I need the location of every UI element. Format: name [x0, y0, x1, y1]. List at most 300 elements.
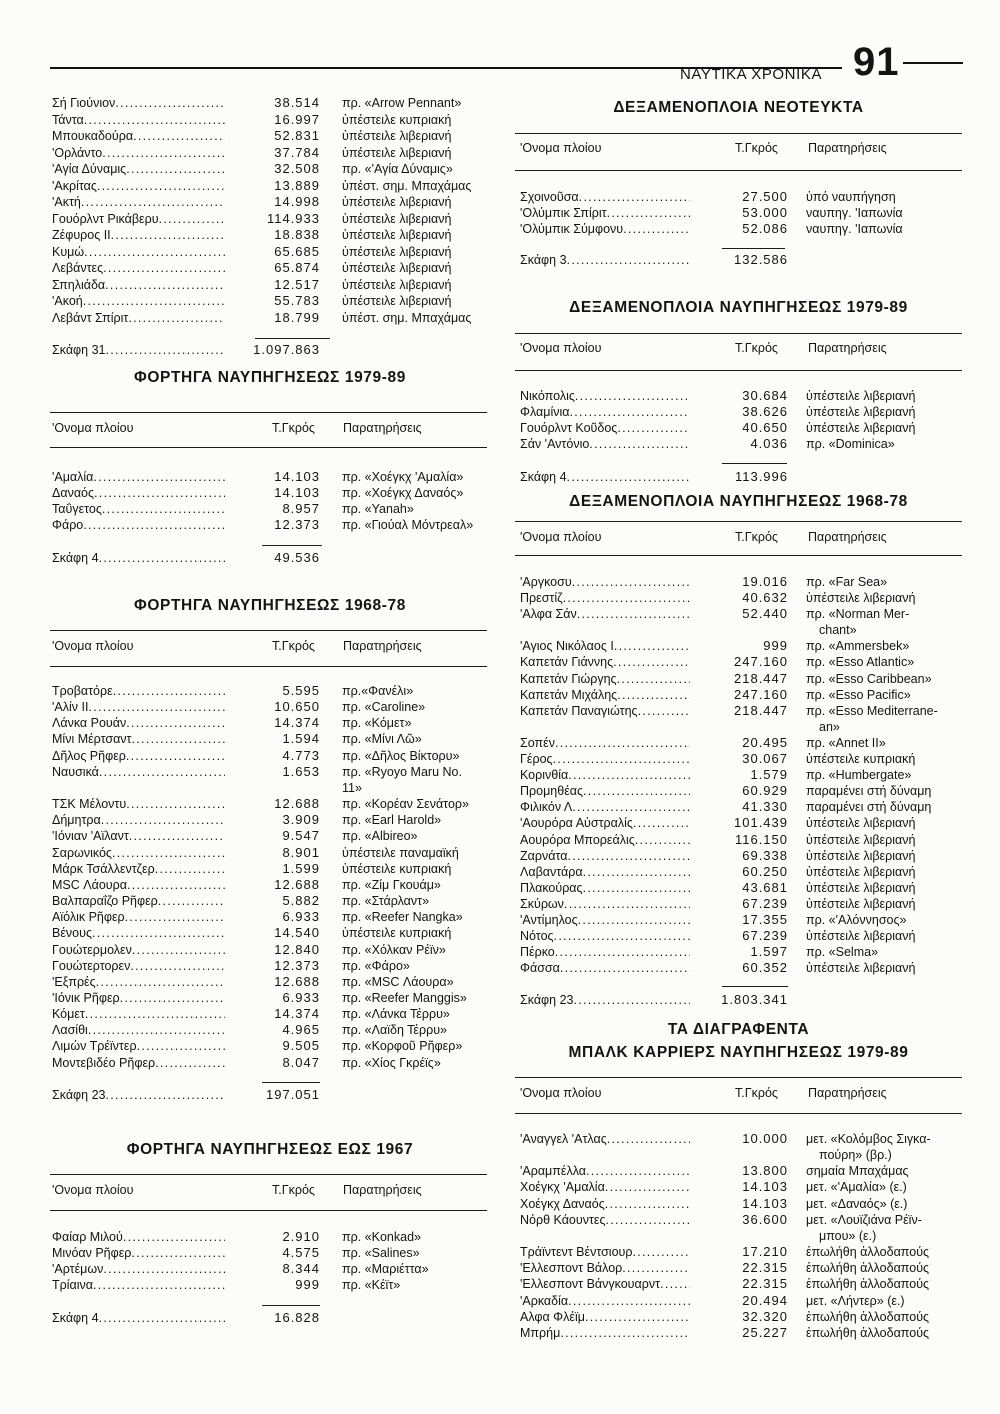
ship-name	[520, 880, 690, 896]
total-list	[520, 469, 962, 485]
remarks: σημαία Μπαχάμας	[806, 1164, 909, 1179]
gross-tonnage: 14.103	[742, 1179, 788, 1195]
table-row	[52, 310, 488, 327]
dot-leader	[578, 912, 690, 928]
dot-leader	[579, 189, 690, 205]
dot-leader	[575, 388, 690, 404]
tankers-1968-78-list	[520, 574, 962, 976]
total-value: 132.586	[734, 252, 788, 267]
ship-name-text: Αϊόλικ Ρῆφερ	[52, 910, 125, 925]
divider	[50, 1174, 487, 1175]
ship-name	[52, 1006, 225, 1022]
gross-tonnage: 60.929	[742, 783, 788, 799]
gross-tonnage: 30.067	[742, 751, 788, 767]
total-divider	[255, 338, 330, 339]
gross-tonnage: 4.036	[750, 436, 788, 451]
dot-leader	[555, 944, 690, 960]
dot-leader	[555, 735, 690, 751]
table-row	[520, 189, 962, 205]
table-row	[52, 501, 488, 517]
gross-tonnage: 32.508	[274, 161, 320, 176]
ship-name	[520, 767, 690, 783]
gross-tonnage: 13.800	[742, 1163, 788, 1179]
remarks: ἐπωλήθη ἀλλοδαπούς	[806, 1309, 930, 1324]
table-row	[520, 815, 962, 831]
empty-cell	[520, 622, 690, 638]
empty-cell	[690, 719, 788, 735]
ship-name	[52, 764, 225, 780]
table-row-continuation	[520, 1147, 962, 1163]
table-row	[52, 731, 488, 747]
gross-tonnage: 14.103	[742, 1195, 788, 1211]
ship-name-text: 'Αρκαδία	[520, 1293, 569, 1308]
column-headers	[0, 140, 1000, 156]
table-row	[520, 1244, 962, 1260]
ship-name-text: Βαλπαραΐζο Ρῆφερ	[52, 894, 158, 909]
remarks	[788, 252, 962, 268]
ship-name-text: ΤΣΚ Μέλοντυ	[52, 797, 127, 812]
ship-name-text: Ζέφυρος ΙΙ	[52, 228, 111, 242]
table-row	[52, 1277, 488, 1293]
table-row	[52, 1038, 488, 1054]
dot-leader	[93, 469, 225, 485]
remarks: πρ. «Salines»	[342, 1246, 420, 1260]
gross-tonnage: 101.439	[734, 815, 788, 831]
gross-tonnage: 13.889	[274, 177, 320, 193]
dot-leader	[589, 436, 690, 452]
ship-name-text: Λασίθι	[52, 1023, 88, 1038]
total-divider	[722, 463, 787, 464]
gross-tonnage: 41.330	[742, 799, 788, 815]
ship-name	[520, 735, 690, 751]
dot-leader	[126, 796, 225, 812]
ship-name-text: 'Ακτή	[52, 195, 81, 209]
gross-tonnage: 10.000	[742, 1131, 788, 1146]
remarks: πρ. «'Αλόννησος»	[806, 912, 907, 927]
remarks: ὑπέστειλε λιβεριανή	[806, 816, 916, 831]
dot-leader	[605, 1196, 690, 1212]
ship-name	[520, 928, 690, 944]
dot-leader	[158, 893, 225, 909]
table-row	[52, 925, 488, 941]
gross-tonnage: 4.575	[282, 1245, 320, 1260]
total-list	[520, 252, 962, 268]
gross-tonnage: 8.957	[282, 501, 320, 516]
gross-tonnage: 999	[295, 1277, 320, 1292]
table-row	[520, 420, 962, 436]
ship-name-text: Ζαρνάτα	[520, 848, 568, 863]
remarks: πρ. «Χίος Γκρέϊς»	[342, 1055, 441, 1070]
ship-name-text: Μίνι Μέρτσαντ	[52, 732, 132, 747]
remarks: μετ. «Λήντερ» (ε.)	[806, 1293, 905, 1308]
gross-tonnage: 999	[763, 638, 788, 654]
table-row	[52, 990, 488, 1006]
remarks: ὑπέστειλε λιβεριανή	[342, 145, 452, 160]
tankers-new-list	[520, 189, 962, 237]
section-title: ΦΟΡΤΗΓΑ ΝΑΥΠΗΓΗΣΕΩΣ 1979-89	[134, 369, 406, 386]
gross-tonnage: 14.374	[274, 715, 320, 731]
column-header-gt: Τ.Γκρός	[735, 341, 778, 355]
gross-tonnage: 38.626	[742, 404, 788, 419]
section-title: ΔΕΞΑΜΕΝΟΠΛΟΙΑ ΝΑΥΠΗΓΗΣΕΩΣ 1968-78	[569, 493, 908, 510]
divider	[515, 555, 962, 556]
remarks: πρ. «Ζίμ Γκουάμ»	[342, 877, 441, 892]
dot-leader	[635, 832, 690, 848]
table-row	[520, 864, 962, 880]
remarks: παραμένει στή δύναμη	[806, 800, 932, 815]
total-label-text: Σκάφη 31	[52, 343, 106, 357]
remarks: πρ. «Esso Atlantic»	[806, 655, 915, 670]
ship-name	[52, 877, 225, 893]
dot-leader	[583, 880, 690, 896]
table-row	[520, 960, 962, 976]
ship-name	[52, 748, 225, 764]
gross-tonnage: 37.784	[274, 144, 320, 160]
remarks: μετ. «Λουϊζιάνα Ρέϊν-	[806, 1212, 922, 1227]
ship-name	[52, 501, 225, 517]
remarks: πρ. «Κόμετ»	[342, 716, 412, 731]
remarks: μετ. «'Αμαλία» (ε.)	[806, 1180, 907, 1195]
total-label-text: Σκάφη 23	[520, 993, 574, 1007]
ship-name-text: Λεβάντ Σπίριτ	[52, 310, 129, 325]
magazine-title: ΝΑΥΤΙΚΑ ΧΡΟΝΙΚΑ	[680, 66, 823, 83]
empty-cell	[690, 622, 788, 638]
table-row	[52, 112, 488, 129]
ship-name	[520, 1260, 690, 1276]
remarks: πρ. «Dominica»	[806, 437, 895, 451]
total-value: 49.536	[274, 550, 320, 565]
ship-name-text: Μοντεβιδέο Ρῆφερ	[52, 1055, 156, 1070]
table-row	[520, 1196, 962, 1212]
table-row	[520, 896, 962, 912]
ship-name-text: Τρίαινα	[52, 1278, 94, 1292]
remarks: ὑπέστειλε λιβεριανή	[806, 832, 916, 847]
total-row	[520, 992, 962, 1008]
gross-tonnage: 12.688	[274, 796, 320, 812]
ship-name-text: Καπετάν Μιχάλης	[520, 687, 618, 702]
gross-tonnage: 14.998	[274, 194, 320, 209]
table-row	[520, 606, 962, 622]
remarks: ὑπέστ. σημ. Μπαχάμας	[342, 178, 472, 193]
total-divider	[262, 1082, 320, 1083]
remarks-continuation: μπου» (ε.)	[819, 1228, 877, 1243]
remarks: πρ. «Ryoyo Maru No.	[342, 764, 462, 779]
ship-name	[520, 436, 690, 452]
dot-leader	[622, 1260, 690, 1276]
total-label	[52, 550, 225, 566]
ship-name	[520, 1131, 690, 1147]
ship-name-text: 'Αλφα Σάν	[520, 607, 577, 622]
remarks: ἐπωλήθη ἀλλοδαπούς	[806, 1277, 930, 1292]
gross-tonnage: 12.840	[274, 941, 320, 957]
ship-name	[520, 1244, 690, 1260]
ship-name	[520, 1309, 690, 1325]
ship-name-text: Φάρο	[52, 518, 84, 532]
empty-cell	[520, 1147, 690, 1163]
divider	[515, 170, 962, 171]
gross-tonnage: 114.933	[266, 210, 320, 226]
gross-tonnage: 52.831	[274, 128, 320, 143]
ship-name	[520, 189, 690, 205]
remarks: πρ. «Earl Harold»	[342, 813, 442, 828]
ship-name-text: Λαβαντάρα	[520, 864, 583, 879]
gross-tonnage: 30.684	[742, 388, 788, 403]
ship-name-text: Προμηθέας	[520, 784, 584, 799]
ship-name-text: Μπουκαδούρα	[52, 129, 134, 143]
table-row	[52, 974, 488, 990]
ship-name-text: Νότος	[520, 929, 554, 944]
column-header-remarks: Παρατηρήσεις	[343, 1183, 422, 1197]
gross-tonnage: 6.933	[282, 989, 320, 1005]
dot-leader	[605, 1179, 690, 1195]
ship-name	[52, 469, 225, 485]
ship-name	[520, 1179, 690, 1195]
ship-name-text: 'Αγία Δύναμις	[52, 162, 127, 176]
ship-name-text: Δήμητρα	[52, 813, 101, 828]
dot-leader	[126, 715, 225, 731]
gross-tonnage: 20.495	[742, 734, 788, 750]
table-row	[52, 194, 488, 211]
ship-name-text: 'Αλίν ΙΙ	[52, 700, 89, 715]
gross-tonnage: 40.632	[742, 590, 788, 606]
table-row	[52, 958, 488, 974]
dot-leader	[632, 1244, 690, 1260]
gross-tonnage: 67.239	[742, 895, 788, 911]
table-row	[520, 848, 962, 864]
dot-leader	[101, 812, 225, 828]
ship-name-text: Καπετάν Γιάννης	[520, 655, 614, 670]
remarks: ὑπέστειλε κυπριακή	[806, 752, 916, 767]
dot-leader	[99, 764, 225, 780]
table-row	[520, 404, 962, 420]
divider	[515, 1113, 962, 1114]
dot-leader	[560, 1325, 690, 1341]
ship-name-text: Σοπέν	[520, 735, 555, 750]
ship-name	[520, 388, 690, 404]
remarks: ὑπέστειλε λιβεριανή	[806, 405, 916, 419]
gross-tonnage: 247.160	[734, 686, 788, 702]
table-row	[52, 227, 488, 244]
ship-name-text: Σάν 'Αντόνιο	[520, 437, 590, 451]
table-row	[520, 912, 962, 928]
remarks: ὑπό ναυπήγηση	[806, 190, 896, 204]
dot-leader	[126, 161, 225, 178]
table-row	[52, 469, 488, 485]
dot-leader	[563, 590, 690, 606]
dot-leader	[586, 1163, 690, 1179]
total-value: 197.051	[266, 1087, 320, 1102]
dot-leader	[132, 942, 225, 958]
ship-name	[520, 420, 690, 436]
divider	[50, 412, 487, 413]
table-row	[520, 590, 962, 606]
gross-tonnage: 9.505	[282, 1038, 320, 1054]
ship-name	[52, 1277, 225, 1293]
remarks: ὑπέστ. σημ. Μπαχάμας	[342, 310, 472, 325]
gross-tonnage: 60.250	[742, 863, 788, 879]
divider	[50, 1210, 487, 1211]
bulk-removed-list	[520, 1131, 962, 1341]
table-row	[520, 832, 962, 848]
remarks-continuation: 11»	[342, 780, 362, 795]
table-row	[52, 748, 488, 764]
total-row	[520, 252, 962, 268]
table-row	[520, 767, 962, 783]
ship-name	[52, 194, 225, 211]
total-row	[52, 550, 488, 566]
table-row	[52, 796, 488, 812]
table-row	[520, 205, 962, 221]
remarks: ὑπέστειλε κυπριακή	[342, 112, 452, 127]
gross-tonnage: 17.355	[742, 911, 788, 927]
total-value: 16.828	[274, 1310, 320, 1325]
column-header-name: 'Ονομα πλοίου	[52, 1183, 134, 1197]
dot-leader	[577, 606, 690, 622]
total-label-text: Σκάφη 3	[520, 253, 567, 267]
ship-name-text: 'Αραμπέλλα	[520, 1164, 586, 1179]
dot-leader	[623, 221, 690, 237]
dot-leader	[93, 1277, 225, 1293]
ship-name-text: 'Ορλάντο	[52, 145, 103, 160]
gross-tonnage: 8.047	[282, 1054, 320, 1070]
ship-name	[520, 703, 690, 719]
dot-leader	[88, 699, 225, 715]
dot-leader	[633, 815, 690, 831]
remarks-continuation: chant»	[819, 623, 857, 638]
ship-name-text: Πρεστίζ	[520, 591, 563, 606]
ship-name	[52, 731, 225, 747]
ship-name	[52, 244, 225, 261]
ship-name	[520, 606, 690, 622]
total-list	[52, 1310, 488, 1326]
remarks: ἐπωλήθη ἀλλοδαπούς	[806, 1261, 930, 1276]
remarks: πρ. «Humbergate»	[806, 768, 912, 783]
dot-leader	[126, 748, 225, 764]
ship-name	[520, 590, 690, 606]
remarks: πρ. «Caroline»	[342, 700, 426, 715]
ship-name-text: Σπηλιάδα	[52, 277, 106, 292]
ship-name	[52, 812, 225, 828]
remarks: μετ. «Δαναός» (ε.)	[806, 1196, 908, 1211]
ship-name	[520, 1212, 690, 1228]
ship-name-text: Αλφα Φλέϊμ	[520, 1309, 585, 1324]
dot-leader	[97, 178, 225, 195]
gross-tonnage: 40.650	[742, 420, 788, 435]
ship-name-text: 'Αργκοσυ	[520, 575, 572, 589]
ship-name	[52, 260, 225, 277]
ship-name-text: Ναυσικά	[52, 764, 99, 779]
ship-name-text: 'Εξπρές	[52, 974, 96, 989]
remarks: πρ. «Esso Pacific»	[806, 687, 911, 702]
gross-tonnage: 38.514	[274, 95, 320, 110]
divider	[50, 630, 487, 631]
table-row	[52, 845, 488, 861]
table-row	[52, 828, 488, 844]
column-headers	[0, 529, 1000, 545]
column-headers	[0, 340, 1000, 356]
ship-name	[52, 211, 225, 228]
ship-name-text: 'Αντίμηλος	[520, 912, 578, 927]
column-header-name: 'Ονομα πλοίου	[520, 1086, 602, 1100]
ship-name	[52, 715, 225, 731]
column-header-remarks: Παρατηρήσεις	[343, 421, 422, 435]
table-row	[52, 178, 488, 195]
ship-name-text: Γουόρλντ Ρικάβερυ	[52, 211, 159, 226]
remarks: πρ. «Στάρλαντ»	[342, 894, 430, 909]
table-row	[52, 277, 488, 294]
total-list	[52, 550, 488, 566]
empty-cell	[225, 780, 320, 796]
dot-leader	[583, 783, 690, 799]
ship-name-text: Καπετάν Παναγιώτης	[520, 703, 638, 718]
ship-name-text: MSC Λάουρα	[52, 877, 127, 892]
section-title: ΤΑ ΔΙΑΓΡΑΦΕΝΤΑ	[667, 1021, 810, 1038]
remarks: πρ. «Selma»	[806, 945, 879, 960]
ship-name-text: Κορινθία	[520, 768, 569, 783]
table-row	[52, 909, 488, 925]
empty-cell	[690, 1228, 788, 1244]
ship-name	[52, 699, 225, 715]
dot-leader	[617, 671, 690, 687]
gross-tonnage: 18.838	[274, 227, 320, 242]
dot-leader	[105, 277, 225, 294]
table-row	[52, 715, 488, 731]
dot-leader	[131, 1245, 225, 1261]
table-row	[520, 880, 962, 896]
remarks	[788, 469, 962, 485]
gross-tonnage: 25.227	[742, 1324, 788, 1340]
gross-tonnage: 69.338	[742, 847, 788, 863]
ship-name-text: 'Αγιος Νικόλαος Ι	[520, 639, 614, 654]
ship-name	[520, 638, 690, 654]
dot-leader	[125, 909, 225, 925]
table-row	[52, 812, 488, 828]
dot-leader	[102, 501, 225, 517]
gross-tonnage: 22.315	[742, 1260, 788, 1276]
tankers-1979-89-list	[520, 388, 962, 452]
remarks: μετ. «Κολόμβος Σιγκα-	[806, 1132, 931, 1146]
remarks: ὑπέστειλε λιβεριανή	[806, 880, 916, 895]
remarks: ὑπέστειλε λιβεριανή	[342, 211, 452, 226]
table-row	[520, 654, 962, 670]
column-header-remarks: Παρατηρήσεις	[808, 341, 887, 355]
remarks: πρ. «Φάρο»	[342, 958, 410, 973]
table-row	[520, 928, 962, 944]
ship-name	[52, 796, 225, 812]
ship-name-text: Τράϊντεντ Βέντσιουρ	[520, 1245, 633, 1260]
gross-tonnage: 52.440	[742, 606, 788, 622]
ship-name-text: 'Ελλεσποντ Βάνγκουαρντ	[520, 1277, 661, 1292]
divider	[50, 447, 487, 448]
table-row	[520, 574, 962, 590]
dot-leader	[638, 703, 690, 719]
column-headers	[0, 1085, 1000, 1101]
remarks-continuation: πούρη» (βρ.)	[819, 1148, 892, 1163]
ship-name-text: Φλαμίνια	[520, 405, 570, 419]
ship-name-text: Πλακούρας	[520, 880, 583, 895]
remarks: πρ. «Far Sea»	[806, 575, 888, 589]
ship-name	[52, 178, 225, 195]
empty-cell	[52, 780, 225, 796]
table-row	[52, 211, 488, 228]
table-row	[52, 161, 488, 178]
ship-name	[520, 671, 690, 687]
remarks: πρ. «Reefer Nangka»	[342, 910, 463, 925]
dot-leader	[84, 244, 225, 261]
ship-name	[520, 687, 690, 703]
divider	[515, 333, 962, 334]
gross-tonnage: 12.373	[274, 517, 320, 532]
